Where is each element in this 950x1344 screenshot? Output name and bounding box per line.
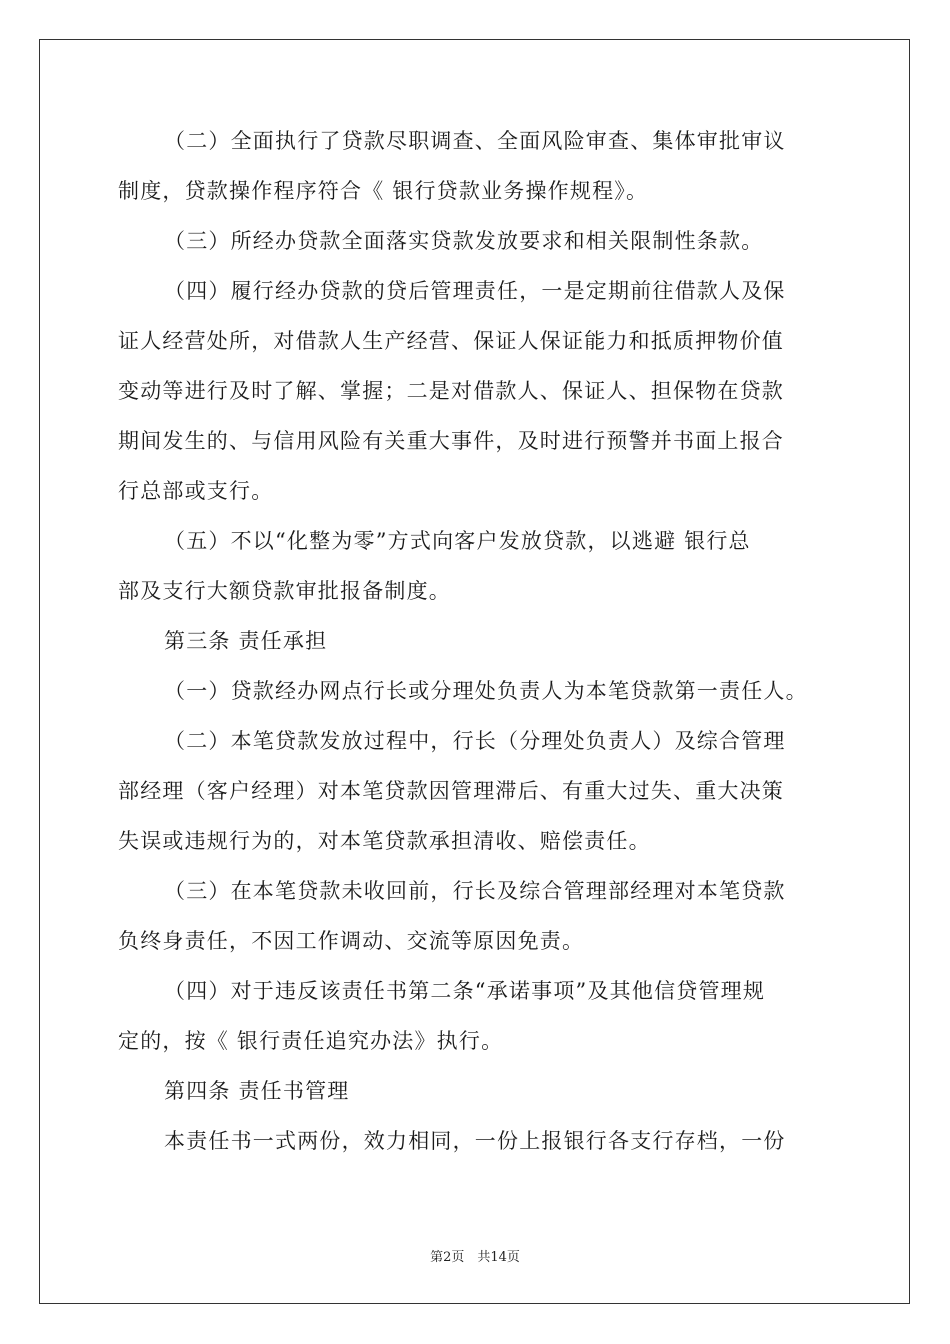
- paragraph-2-4-line-5: 行总部或支行。: [118, 479, 274, 503]
- page-number-footer: 第2页 共14页: [430, 1250, 520, 1265]
- paragraph-3-2-line-2: 部经理（客户经理）对本笔贷款因管理滞后、有重大过失、重大决策: [118, 779, 784, 803]
- paragraph-3-3-line-1: （三）在本笔贷款未收回前，行长及综合管理部经理对本笔贷款: [164, 879, 786, 903]
- paragraph-2-5-line-2: 部及支行大额贷款审批报备制度。: [118, 579, 451, 603]
- section-heading-article-3: 第三条 责任承担: [164, 629, 328, 653]
- paragraph-2-5-line-1: （五）不以“化整为零”方式向客户发放贷款，以逃避 银行总: [164, 529, 751, 553]
- paragraph-2-4-line-3: 变动等进行及时了解、掌握；二是对借款人、保证人、担保物在贷款: [118, 379, 784, 403]
- paragraph-2-4-line-2: 证人经营处所，对借款人生产经营、保证人保证能力和抵质押物价值: [118, 329, 784, 353]
- paragraph-4-line-1: 本责任书一式两份，效力相同，一份上报银行各支行存档，一份: [164, 1129, 786, 1153]
- paragraph-2-2-line-1: （二）全面执行了贷款尽职调查、全面风险审查、集体审批审议: [164, 129, 786, 153]
- paragraph-3-2-line-1: （二）本笔贷款发放过程中，行长（分理处负责人）及综合管理: [164, 729, 786, 753]
- paragraph-2-4-line-4: 期间发生的、与信用风险有关重大事件，及时进行预警并书面上报合: [118, 429, 784, 453]
- paragraph-3-4-line-2: 定的，按《 银行责任追究办法》执行。: [118, 1029, 504, 1053]
- paragraph-3-4-line-1: （四）对于违反该责任书第二条“承诺事项”及其他信贷管理规: [164, 979, 766, 1003]
- paragraph-3-3-line-2: 负终身责任，不因工作调动、交流等原因免责。: [118, 929, 585, 953]
- paragraph-3-2-line-3: 失误或违规行为的，对本笔贷款承担清收、赔偿责任。: [118, 829, 651, 853]
- section-heading-article-4: 第四条 责任书管理: [164, 1079, 350, 1103]
- paragraph-3-1-line-1: （一）贷款经办网点行长或分理处负责人为本笔贷款第一责任人。: [164, 679, 808, 703]
- paragraph-2-2-line-2: 制度，贷款操作程序符合《 银行贷款业务操作规程》。: [118, 179, 649, 203]
- paragraph-2-4-line-1: （四）履行经办贷款的贷后管理责任，一是定期前往借款人及保: [164, 279, 786, 303]
- paragraph-2-3-line-1: （三）所经办贷款全面落实贷款发放要求和相关限制性条款。: [164, 229, 764, 253]
